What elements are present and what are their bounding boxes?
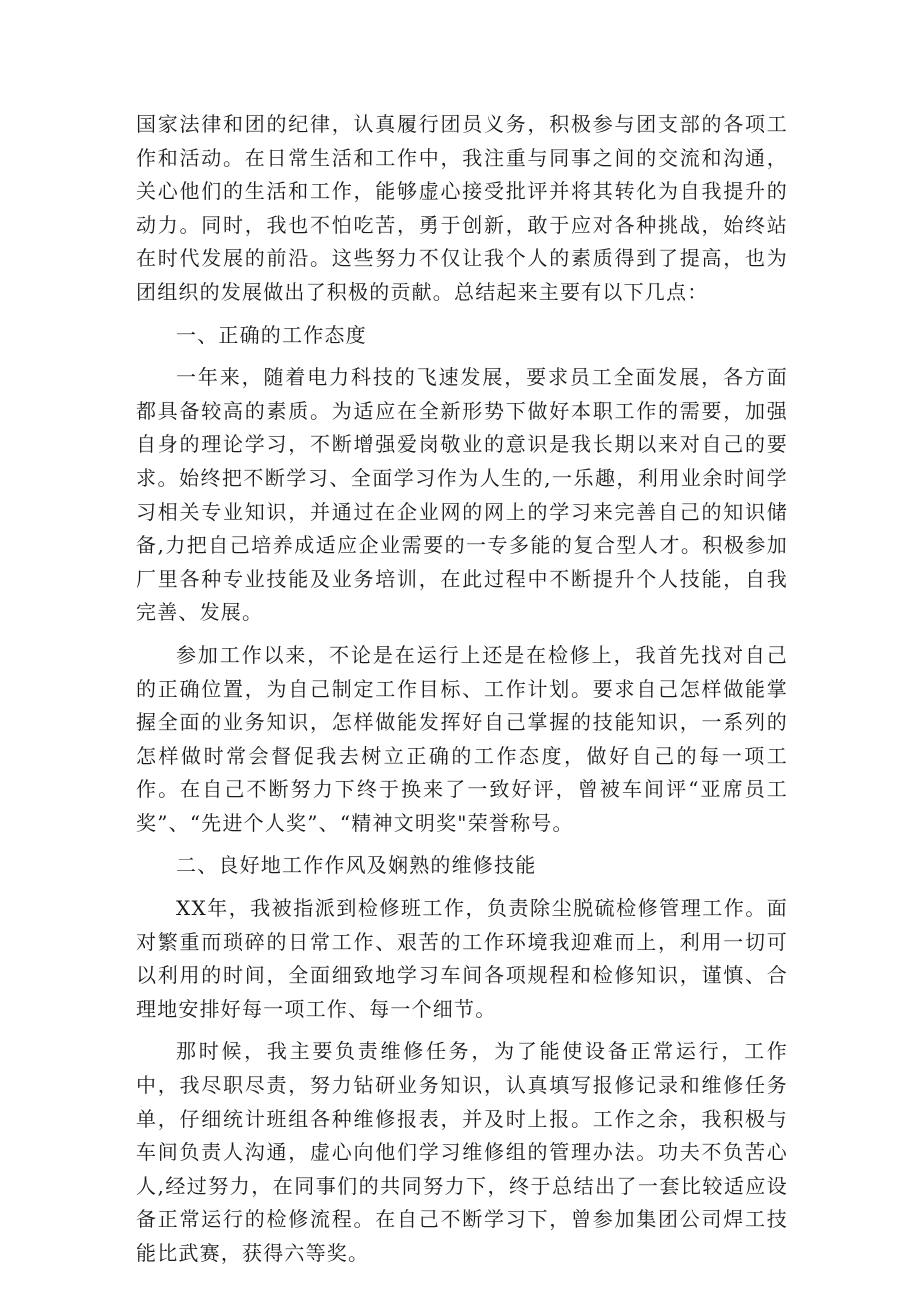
- section-heading-2: 二、良好地工作作风及娴熟的维修技能: [176, 853, 537, 878]
- paragraph-body: 参加工作以来，不论是在运行上还是在检修上，我首先找对自己的正确位置，为自己制定工作目标、工作计划。要求自己怎样做能掌握全面的业务知识，怎样做能发挥好自己掌握的技能知识，一系列的怎样做时常会督促我去树立正确的工作态度，做好自己的每一项工作。在自己不断努力下终于换来了一致好评，曾被车间评“亚席员工奖”、“先进个人奖”、“精神文明奖"荣誉称号。: [136, 642, 788, 835]
- section-heading-1: 一、正确的工作态度: [176, 322, 367, 347]
- paragraph-continuation: 国家法律和团的纪律，认真履行团员义务，积极参与团支部的各项工作和活动。在日常生活和工作中，我注重与同事之间的交流和沟通，关心他们的生活和工作，能够虚心接受批评并将其转化为自我提升的动力。同时，我也不怕吃苦，勇于创新，敢于应对各种挑战，始终站在时代发展的前沿。这些努力不仅让我个人的素质得到了提高，也为团组织的发展做出了积极的贡献。总结起来主要有以下几点：: [136, 112, 788, 304]
- paragraph-body: XX年，我被指派到检修班工作，负责除尘脱硫检修管理工作。面对繁重而琐碎的日常工作、艰苦的工作环境我迎难而上，利用一切可以利用的时间，全面细致地学习车间各项规程和检修知识，谨慎、合理地安排好每一项工作、每一个细节。: [136, 896, 788, 1021]
- paragraph-body: 一年来，随着电力科技的飞速发展，要求员工全面发展，各方面都具备较高的素质。为适应在全新形势下做好本职工作的需要，加强自身的理论学习，不断增强爱岗敬业的意识是我长期以来对自己的要求。始终把不断学习、全面学习作为人生的,一乐趣，利用业余时间学习相关专业知识，并通过在企业网的网上的学习来完善自己的知识储备,力把自己培养成适应企业需要的一专多能的复合型人才。积极参加厂里各种专业技能及业务培训，在此过程中不断提升个人技能，自我完善、发展。: [136, 365, 788, 625]
- document-body: [136, 108, 788, 1280]
- paragraph-body: 那时候，我主要负责维修任务，为了能使设备正常运行，工作中，我尽职尽责，努力钻研业务知识，认真填写报修记录和维修任务单，仔细统计班组各种维修报表，并及时上报。工作之余，我积极与车间负责人沟通，虚心向他们学习维修组的管理办法。功夫不负苦心人,经过努力，在同事们的共同努力下，终于总结出了一套比较适应设备正常运行的检修流程。在自己不断学习下，曾参加集团公司焊工技能比武赛，获得六等奖。: [136, 1039, 788, 1265]
